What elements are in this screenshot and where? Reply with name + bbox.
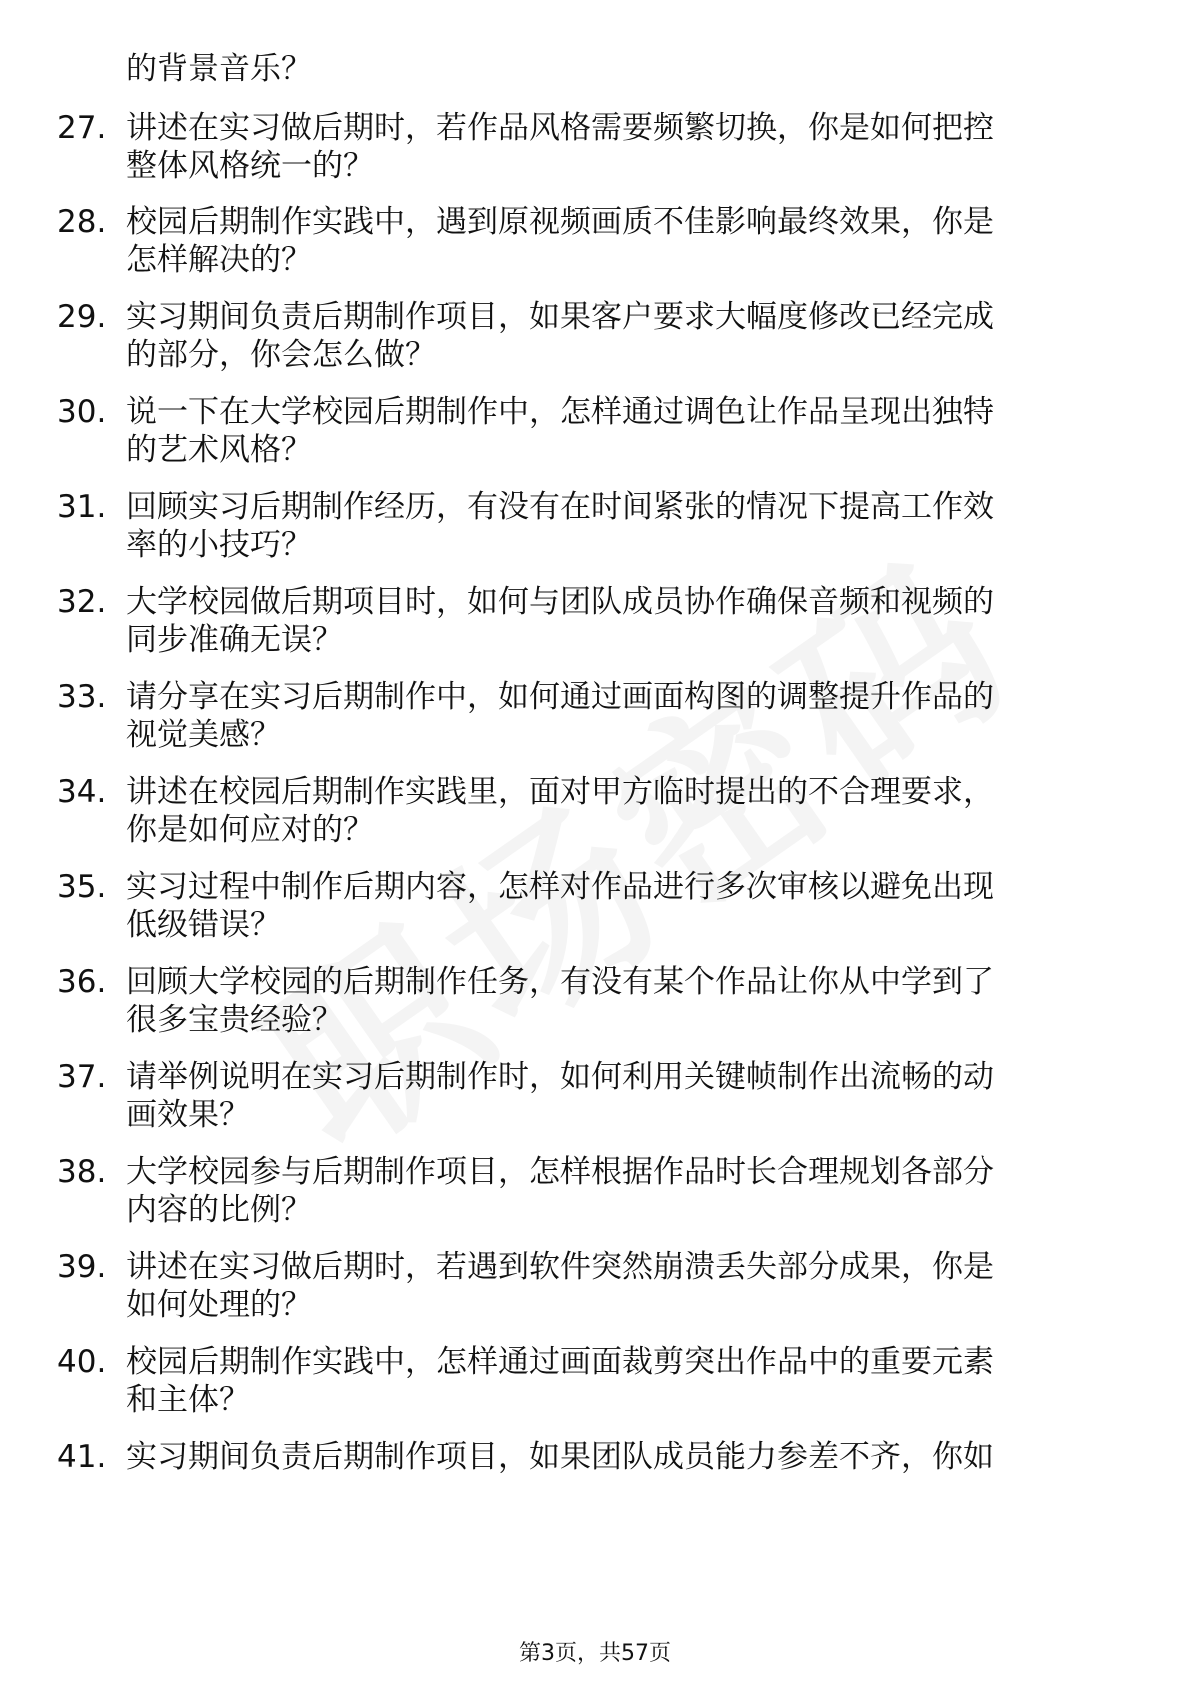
question-number: 35.: [57, 869, 107, 905]
question-number: 41.: [57, 1439, 107, 1475]
question-text-line2: 你是如何应对的？: [126, 812, 374, 848]
question-number: 34.: [57, 774, 107, 810]
question-text-line2: 如何处理的？: [126, 1287, 312, 1323]
question-number: 29.: [57, 299, 107, 335]
question-text-line2: 很多宝贵经验？: [126, 1002, 343, 1038]
question-number: 31.: [57, 489, 107, 525]
question-text-line1: 大学校园参与后期制作项目，怎样根据作品时长合理规划各部分: [126, 1154, 994, 1190]
question-text-line1: 讲述在实习做后期时，若作品风格需要频繁切换，你是如何把控: [126, 110, 994, 146]
intro-continuation-line: 的背景音乐？: [126, 51, 312, 87]
question-text-line2: 画效果？: [126, 1097, 250, 1133]
question-text-line1: 讲述在实习做后期时，若遇到软件突然崩溃丢失部分成果，你是: [126, 1249, 994, 1285]
question-text-line2: 低级错误？: [126, 907, 281, 943]
question-number: 30.: [57, 394, 107, 430]
question-text-line1: 校园后期制作实践中，遇到原视频画质不佳影响最终效果，你是: [126, 204, 994, 240]
question-text-line2: 率的小技巧？: [126, 527, 312, 563]
question-text-line2: 视觉美感？: [126, 717, 281, 753]
question-text-line1: 回顾实习后期制作经历，有没有在时间紧张的情况下提高工作效: [126, 489, 994, 525]
page-number-footer: 第3页，共57页: [519, 1641, 671, 1666]
question-number: 33.: [57, 679, 107, 715]
question-text-line1: 实习期间负责后期制作项目，如果团队成员能力参差不齐，你如: [126, 1439, 994, 1475]
question-number: 28.: [57, 204, 107, 240]
question-number: 37.: [57, 1059, 107, 1095]
question-number: 27.: [57, 110, 107, 146]
question-number: 36.: [57, 964, 107, 1000]
question-text-line1: 实习期间负责后期制作项目，如果客户要求大幅度修改已经完成: [126, 299, 994, 335]
question-text-line1: 说一下在大学校园后期制作中，怎样通过调色让作品呈现出独特: [126, 394, 994, 430]
question-text-line1: 大学校园做后期项目时，如何与团队成员协作确保音频和视频的: [126, 584, 994, 620]
question-text-line1: 讲述在校园后期制作实践里，面对甲方临时提出的不合理要求，: [126, 774, 994, 810]
question-text-line2: 怎样解决的？: [126, 242, 312, 278]
question-number: 39.: [57, 1249, 107, 1285]
question-text-line1: 回顾大学校园的后期制作任务，有没有某个作品让你从中学到了: [126, 964, 994, 1000]
question-text-line1: 校园后期制作实践中，怎样通过画面裁剪突出作品中的重要元素: [126, 1344, 994, 1380]
question-text-line2: 内容的比例？: [126, 1192, 312, 1228]
question-text-line2: 同步准确无误？: [126, 622, 343, 658]
question-number: 38.: [57, 1154, 107, 1190]
question-text-line1: 请举例说明在实习后期制作时，如何利用关键帧制作出流畅的动: [126, 1059, 994, 1095]
question-text-line2: 整体风格统一的？: [126, 148, 374, 184]
question-text-line1: 实习过程中制作后期内容，怎样对作品进行多次审核以避免出现: [126, 869, 994, 905]
question-text-line1: 请分享在实习后期制作中，如何通过画面构图的调整提升作品的: [126, 679, 994, 715]
question-text-line2: 的艺术风格？: [126, 432, 312, 468]
question-text-line2: 的部分，你会怎么做？: [126, 337, 436, 373]
question-number: 40.: [57, 1344, 107, 1380]
question-number: 32.: [57, 584, 107, 620]
question-text-line2: 和主体？: [126, 1382, 250, 1418]
